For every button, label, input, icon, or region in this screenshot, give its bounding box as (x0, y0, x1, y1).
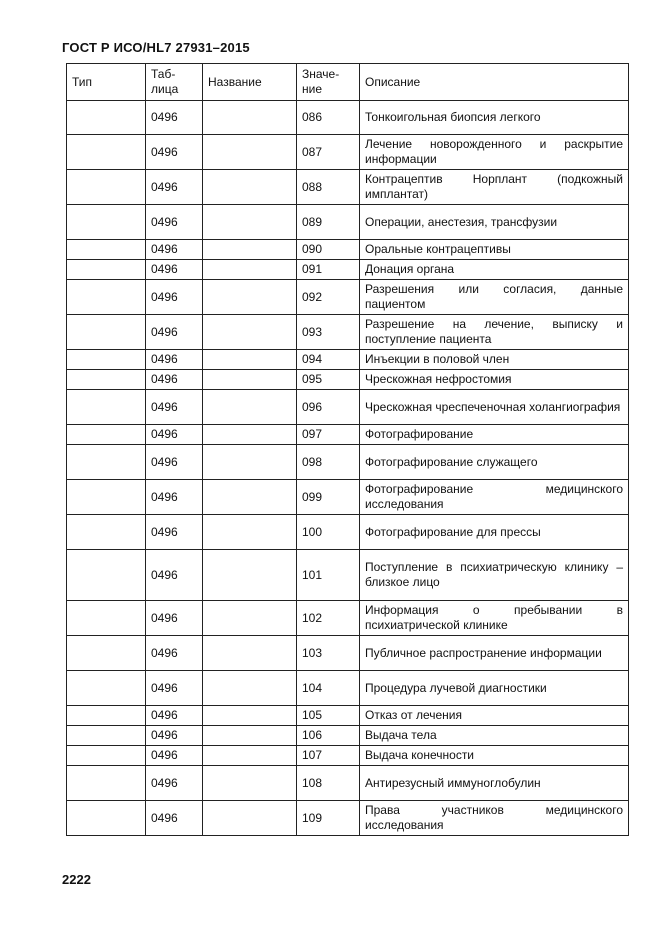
table-cell: 0496 (146, 445, 203, 480)
name-cell (203, 550, 297, 601)
table-cell: 0496 (146, 350, 203, 370)
name-cell (203, 746, 297, 766)
table-cell: 0496 (146, 480, 203, 515)
table-row (67, 766, 629, 801)
table-row (67, 726, 629, 746)
table-cell: 0496 (146, 205, 203, 240)
table-row (67, 636, 629, 671)
description-cell: Лечение новорожденного и раскрытие информации (360, 135, 629, 170)
table-cell: 0496 (146, 601, 203, 636)
table-row (67, 350, 629, 370)
table-row (67, 240, 629, 260)
table-cell: 0496 (146, 726, 203, 746)
name-cell (203, 636, 297, 671)
description-cell: Контрацептив Норплант (подкожный имплантат) (360, 170, 629, 205)
table-row (67, 101, 629, 135)
table-cell: 0496 (146, 390, 203, 425)
description-cell: Публичное распространение информации (360, 636, 629, 671)
name-cell (203, 170, 297, 205)
description-cell: Выдача конечности (360, 746, 629, 766)
description-cell: Информация о пребывании в психиатрической клинике (360, 601, 629, 636)
name-cell (203, 390, 297, 425)
value-cell: 091 (297, 260, 360, 280)
table-cell: 0496 (146, 260, 203, 280)
table-row (67, 370, 629, 390)
name-cell (203, 315, 297, 350)
value-cell: 095 (297, 370, 360, 390)
value-cell: 096 (297, 390, 360, 425)
name-cell (203, 425, 297, 445)
header-value (297, 64, 360, 101)
type-cell (67, 636, 146, 671)
type-cell (67, 205, 146, 240)
description-cell: Чрескожная нефростомия (360, 370, 629, 390)
name-cell (203, 515, 297, 550)
description-cell: Тонкоигольная биопсия легкого (360, 101, 629, 135)
value-cell: 108 (297, 766, 360, 801)
table-row (67, 550, 629, 601)
type-cell (67, 260, 146, 280)
name-cell (203, 370, 297, 390)
table-cell: 0496 (146, 636, 203, 671)
table-cell: 0496 (146, 515, 203, 550)
type-cell (67, 601, 146, 636)
table-row (67, 746, 629, 766)
value-cell: 106 (297, 726, 360, 746)
table-cell: 0496 (146, 425, 203, 445)
header-name: Название (203, 64, 297, 101)
name-cell (203, 706, 297, 726)
value-cell: 097 (297, 425, 360, 445)
table-cell: 0496 (146, 550, 203, 601)
table-header-row (67, 64, 629, 101)
table-row (67, 135, 629, 170)
name-cell (203, 671, 297, 706)
table-cell: 0496 (146, 746, 203, 766)
value-cell: 087 (297, 135, 360, 170)
value-cell: 107 (297, 746, 360, 766)
value-cell: 090 (297, 240, 360, 260)
type-cell (67, 706, 146, 726)
value-cell: 094 (297, 350, 360, 370)
table-cell: 0496 (146, 240, 203, 260)
description-cell: Инъекции в половой член (360, 350, 629, 370)
description-cell: Поступление в психиатрическую клинику – близкое лицо (360, 550, 629, 601)
type-cell (67, 671, 146, 706)
table-row (67, 425, 629, 445)
table-row (67, 170, 629, 205)
table-row (67, 706, 629, 726)
header-value-line1: Значе- (302, 67, 340, 81)
description-cell: Фотографирование (360, 425, 629, 445)
type-cell (67, 801, 146, 836)
table-cell: 0496 (146, 706, 203, 726)
table-row (67, 260, 629, 280)
table-cell: 0496 (146, 170, 203, 205)
value-cell: 101 (297, 550, 360, 601)
header-table-line1: Таб- (151, 67, 176, 81)
name-cell (203, 135, 297, 170)
description-cell: Чрескожная чреспеченочная холангиография (360, 390, 629, 425)
type-cell (67, 480, 146, 515)
type-cell (67, 390, 146, 425)
header-description: Описание (360, 64, 629, 101)
table-cell: 0496 (146, 280, 203, 315)
name-cell (203, 205, 297, 240)
description-cell: Фотографирование медицинского исследования (360, 480, 629, 515)
description-cell: Отказ от лечения (360, 706, 629, 726)
description-cell: Выдача тела (360, 726, 629, 746)
table-cell: 0496 (146, 671, 203, 706)
type-cell (67, 101, 146, 135)
name-cell (203, 260, 297, 280)
type-cell (67, 766, 146, 801)
type-cell (67, 425, 146, 445)
description-cell: Донация органа (360, 260, 629, 280)
type-cell (67, 550, 146, 601)
type-cell (67, 170, 146, 205)
header-table (146, 64, 203, 101)
document-title: ГОСТ Р ИСО/HL7 27931–2015 (62, 40, 250, 55)
name-cell (203, 480, 297, 515)
value-cell: 093 (297, 315, 360, 350)
table-row (67, 601, 629, 636)
name-cell (203, 801, 297, 836)
table-cell: 0496 (146, 315, 203, 350)
table-row (67, 315, 629, 350)
codes-table (66, 63, 629, 836)
value-cell: 104 (297, 671, 360, 706)
name-cell (203, 240, 297, 260)
name-cell (203, 280, 297, 315)
description-cell: Процедура лучевой диагностики (360, 671, 629, 706)
type-cell (67, 315, 146, 350)
value-cell: 099 (297, 480, 360, 515)
table-cell: 0496 (146, 135, 203, 170)
table-row (67, 445, 629, 480)
table-row (67, 390, 629, 425)
type-cell (67, 350, 146, 370)
type-cell (67, 370, 146, 390)
type-cell (67, 135, 146, 170)
value-cell: 109 (297, 801, 360, 836)
description-cell: Операции, анестезия, трансфузии (360, 205, 629, 240)
table-row (67, 515, 629, 550)
table-row (67, 801, 629, 836)
header-table-line2: лица (151, 82, 179, 96)
name-cell (203, 445, 297, 480)
type-cell (67, 280, 146, 315)
value-cell: 088 (297, 170, 360, 205)
table-row (67, 280, 629, 315)
page-number: 2222 (62, 872, 91, 887)
name-cell (203, 601, 297, 636)
description-cell: Разрешения или согласия, данные пациентом (360, 280, 629, 315)
value-cell: 102 (297, 601, 360, 636)
name-cell (203, 350, 297, 370)
table-cell: 0496 (146, 801, 203, 836)
name-cell (203, 766, 297, 801)
table-cell: 0496 (146, 766, 203, 801)
description-cell: Оральные контрацептивы (360, 240, 629, 260)
description-cell: Права участников медицинского исследования (360, 801, 629, 836)
value-cell: 100 (297, 515, 360, 550)
value-cell: 098 (297, 445, 360, 480)
header-value-line2: ние (302, 82, 323, 96)
table-row (67, 480, 629, 515)
description-cell: Фотографирование служащего (360, 445, 629, 480)
type-cell (67, 515, 146, 550)
value-cell: 092 (297, 280, 360, 315)
value-cell: 103 (297, 636, 360, 671)
type-cell (67, 746, 146, 766)
description-cell: Разрешение на лечение, выписку и поступление пациента (360, 315, 629, 350)
value-cell: 089 (297, 205, 360, 240)
type-cell (67, 726, 146, 746)
header-type: Тип (67, 64, 146, 101)
name-cell (203, 726, 297, 746)
type-cell (67, 445, 146, 480)
value-cell: 086 (297, 101, 360, 135)
value-cell: 105 (297, 706, 360, 726)
table-row (67, 205, 629, 240)
table-cell: 0496 (146, 101, 203, 135)
name-cell (203, 101, 297, 135)
type-cell (67, 240, 146, 260)
table-cell: 0496 (146, 370, 203, 390)
description-cell: Антирезусный иммуноглобулин (360, 766, 629, 801)
table-row (67, 671, 629, 706)
description-cell: Фотографирование для прессы (360, 515, 629, 550)
